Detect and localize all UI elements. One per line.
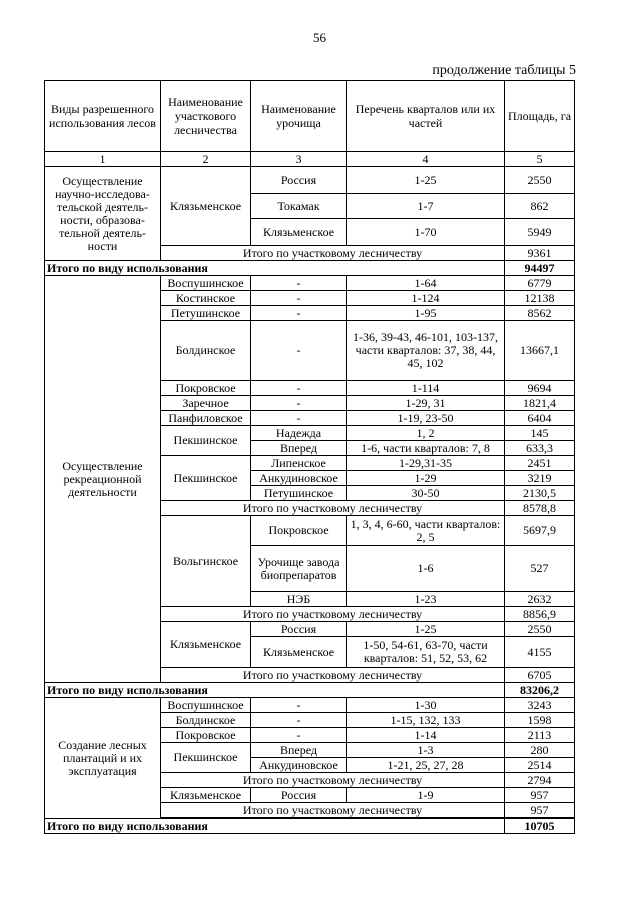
quarters-cell: 1-29,31-35	[347, 456, 505, 471]
forestry-subtotal-label: Итого по участковому лесничеству	[161, 246, 505, 261]
area-cell: 862	[505, 194, 575, 219]
forestry-subtotal-value: 957	[505, 803, 575, 818]
use-total-value: 94497	[505, 261, 575, 276]
page-number: 56	[313, 30, 326, 45]
forestry-cell: Вольгинское	[161, 516, 251, 607]
tract-cell: -	[251, 306, 347, 321]
tract-cell: Покровское	[251, 516, 347, 546]
header-area: Площадь, га	[505, 81, 575, 152]
area-cell: 5949	[505, 219, 575, 246]
area-cell: 6779	[505, 276, 575, 291]
area-cell: 145	[505, 426, 575, 441]
forestry-subtotal-value: 6705	[505, 668, 575, 683]
area-cell: 2514	[505, 758, 575, 773]
area-cell: 1598	[505, 713, 575, 728]
forestry-cell: Клязьменское	[161, 167, 251, 246]
quarters-cell: 1-70	[347, 219, 505, 246]
quarters-cell: 1-6, части кварталов: 7, 8	[347, 441, 505, 456]
quarters-cell: 1-64	[347, 276, 505, 291]
area-cell: 2130,5	[505, 486, 575, 501]
area-cell: 4155	[505, 637, 575, 668]
header-tract: Наименование урочища	[251, 81, 347, 152]
tract-cell: Петушинское	[251, 486, 347, 501]
forestry-cell: Панфиловское	[161, 411, 251, 426]
forestry-cell: Петушинское	[161, 306, 251, 321]
quarters-cell: 1-95	[347, 306, 505, 321]
tract-cell: Токамак	[251, 194, 347, 219]
quarters-cell: 1, 2	[347, 426, 505, 441]
tract-cell: Урочище завода биопрепаратов	[251, 546, 347, 592]
forestry-subtotal-label: Итого по участковому лесничеству	[161, 501, 505, 516]
forestry-cell: Пекшинское	[161, 426, 251, 456]
use-type-cell: Осуществление рекреационной деятельности	[45, 276, 161, 683]
tract-cell: -	[251, 381, 347, 396]
area-cell: 13667,1	[505, 321, 575, 381]
header-num: 4	[347, 152, 505, 167]
forestry-subtotal-label: Итого по участковому лесничеству	[161, 773, 505, 788]
forestry-subtotal-label: Итого по участковому лесничеству	[161, 803, 505, 818]
tract-cell: -	[251, 396, 347, 411]
use-total-value: 10705	[505, 819, 575, 834]
quarters-cell: 1-124	[347, 291, 505, 306]
header-use-type: Виды разрешенного использования лесов	[45, 81, 161, 152]
quarters-cell: 1-19, 23-50	[347, 411, 505, 426]
area-cell: 2632	[505, 592, 575, 607]
forestry-subtotal-label: Итого по участковому лесничеству	[161, 668, 505, 683]
forestry-cell: Воспушинское	[161, 276, 251, 291]
tract-cell: Россия	[251, 167, 347, 194]
forestry-cell: Болдинское	[161, 713, 251, 728]
forestry-cell: Костинское	[161, 291, 251, 306]
tract-cell: -	[251, 321, 347, 381]
tract-cell: Липенское	[251, 456, 347, 471]
tract-cell: НЭБ	[251, 592, 347, 607]
area-cell: 9694	[505, 381, 575, 396]
area-cell: 957	[505, 788, 575, 803]
tract-cell: Клязьменское	[251, 219, 347, 246]
quarters-cell: 1-3	[347, 743, 505, 758]
use-total-value: 83206,2	[505, 683, 575, 698]
quarters-cell: 1-25	[347, 167, 505, 194]
forestry-cell: Пекшинское	[161, 456, 251, 501]
quarters-cell: 1-23	[347, 592, 505, 607]
header-quarters: Перечень кварталов или их частей	[347, 81, 505, 152]
tract-cell: -	[251, 291, 347, 306]
area-cell: 3219	[505, 471, 575, 486]
forestry-cell: Пекшинское	[161, 743, 251, 773]
forestry-cell: Покровское	[161, 381, 251, 396]
tract-cell: -	[251, 276, 347, 291]
quarters-cell: 30-50	[347, 486, 505, 501]
forestry-subtotal-value: 8578,8	[505, 501, 575, 516]
tract-cell: Надежда	[251, 426, 347, 441]
tract-cell: Вперед	[251, 441, 347, 456]
area-cell: 3243	[505, 698, 575, 713]
header-forestry: Наименование участкового лесничества	[161, 81, 251, 152]
use-total-label: Итого по виду использования	[45, 261, 505, 276]
header-num: 5	[505, 152, 575, 167]
tract-cell: -	[251, 698, 347, 713]
use-total-label: Итого по виду использования	[45, 683, 505, 698]
area-cell: 1821,4	[505, 396, 575, 411]
quarters-cell: 1-6	[347, 546, 505, 592]
tract-cell: Анкудиновское	[251, 758, 347, 773]
header-num: 2	[161, 152, 251, 167]
tract-cell: Россия	[251, 622, 347, 637]
forestry-subtotal-value: 8856,9	[505, 607, 575, 622]
tract-cell: Россия	[251, 788, 347, 803]
forestry-cell: Покровское	[161, 728, 251, 743]
header-num: 3	[251, 152, 347, 167]
area-cell: 12138	[505, 291, 575, 306]
area-cell: 527	[505, 546, 575, 592]
forestry-cell: Клязьменское	[161, 788, 251, 803]
quarters-cell: 1-114	[347, 381, 505, 396]
quarters-cell: 1-36, 39-43, 46-101, 103-137, части кварталов: 37, 38, 44, 45, 102	[347, 321, 505, 381]
tract-cell: -	[251, 411, 347, 426]
tract-cell: -	[251, 728, 347, 743]
area-cell: 5697,9	[505, 516, 575, 546]
quarters-cell: 1-7	[347, 194, 505, 219]
quarters-cell: 1-25	[347, 622, 505, 637]
forestry-cell: Клязьменское	[161, 622, 251, 668]
area-cell: 280	[505, 743, 575, 758]
forestry-cell: Болдинское	[161, 321, 251, 381]
area-cell: 633,3	[505, 441, 575, 456]
quarters-cell: 1-15, 132, 133	[347, 713, 505, 728]
tract-cell: Клязьменское	[251, 637, 347, 668]
quarters-cell: 1-50, 54-61, 63-70, части кварталов: 51, 52, 53, 62	[347, 637, 505, 668]
tract-cell: Вперед	[251, 743, 347, 758]
forestry-cell: Воспушинское	[161, 698, 251, 713]
quarters-cell: 1-9	[347, 788, 505, 803]
forestry-subtotal-label: Итого по участковому лесничеству	[161, 607, 505, 622]
quarters-cell: 1-29	[347, 471, 505, 486]
area-cell: 6404	[505, 411, 575, 426]
area-cell: 2113	[505, 728, 575, 743]
area-cell: 8562	[505, 306, 575, 321]
forest-use-table	[44, 80, 575, 834]
use-total-label: Итого по виду использования	[45, 819, 505, 834]
header-num: 1	[45, 152, 161, 167]
area-cell: 2550	[505, 622, 575, 637]
quarters-cell: 1-21, 25, 27, 28	[347, 758, 505, 773]
quarters-cell: 1-30	[347, 698, 505, 713]
area-cell: 2550	[505, 167, 575, 194]
forestry-subtotal-value: 2794	[505, 773, 575, 788]
quarters-cell: 1, 3, 4, 6-60, части кварталов: 2, 5	[347, 516, 505, 546]
forestry-cell: Заречное	[161, 396, 251, 411]
forestry-subtotal-value: 9361	[505, 246, 575, 261]
tract-cell: -	[251, 713, 347, 728]
use-type-cell: Создание лесных плантаций и их эксплуатация	[45, 698, 161, 819]
quarters-cell: 1-29, 31	[347, 396, 505, 411]
quarters-cell: 1-14	[347, 728, 505, 743]
use-type-cell: Осуществление научно-исследова-тельской деятель-ности, образова-тельной деятель-ности	[45, 167, 161, 261]
tract-cell: Анкудиновское	[251, 471, 347, 486]
table-continuation-caption: продолжение таблицы 5	[432, 63, 576, 78]
area-cell: 2451	[505, 456, 575, 471]
